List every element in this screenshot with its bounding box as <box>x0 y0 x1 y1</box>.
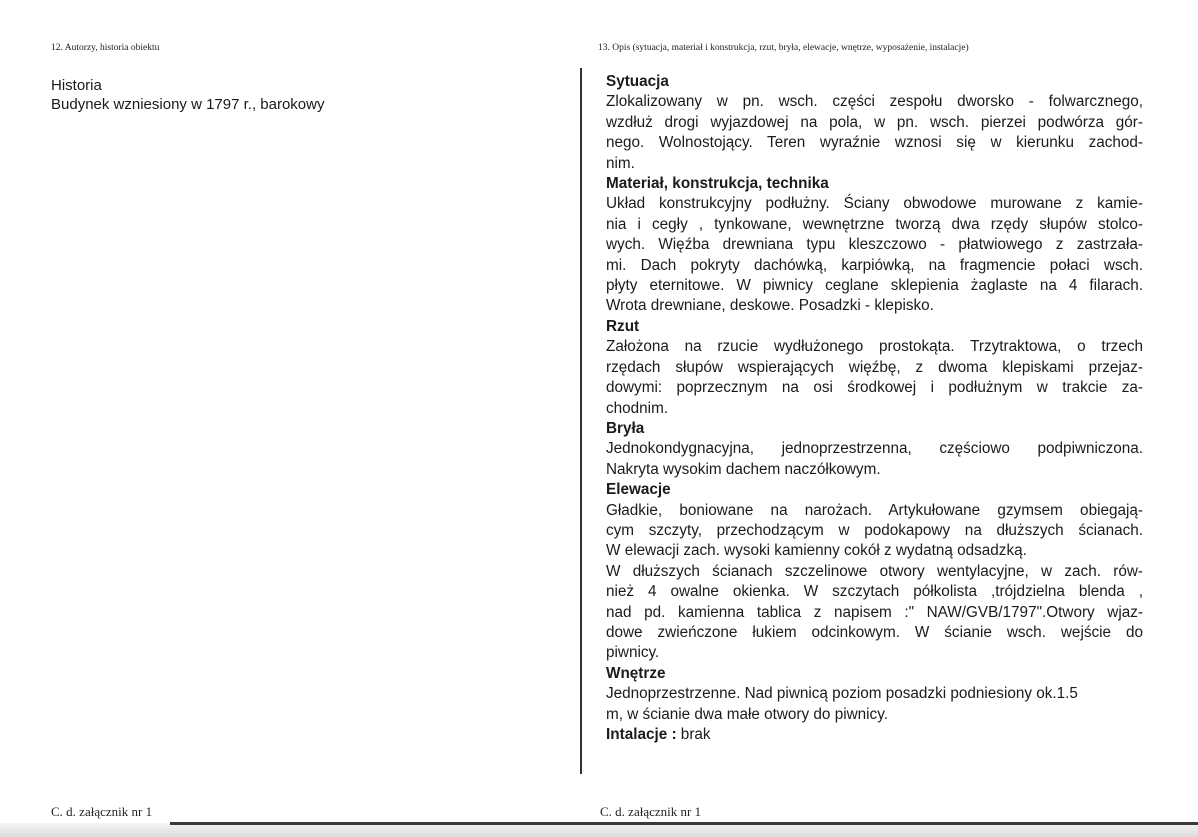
text-line: piwnicy. <box>606 644 660 662</box>
description-block <box>606 72 1143 745</box>
column-divider <box>580 68 582 774</box>
section-heading-bryla: Bryła <box>606 419 645 437</box>
text-line: Wrota drewniane, deskowe. Posadzki - klepisko. <box>606 297 934 315</box>
text-line: Nakryta wysokim dachem naczółkowym. <box>606 460 881 478</box>
section-heading-sytuacja: Sytuacja <box>606 73 669 90</box>
text-line: nież 4 owalne okienka. W szczytach półkolista ,trójdzielna blenda , <box>606 583 1143 601</box>
left-footer: C. d. załącznik nr 1 <box>51 804 153 819</box>
text-line: chodnim. <box>606 399 669 417</box>
text-line: mi. Dach pokryty dachówką, karpiówką, na fragmencie połaci wsch. <box>606 256 1143 274</box>
installations-line <box>606 725 1143 745</box>
text-line: Gładkie, boniowane na narożach. Artykułowane gzymsem obiegają- <box>606 501 1143 519</box>
section-heading-elewacje: Elewacje <box>606 481 671 499</box>
text-line: Jednoprzestrzenne. Nad piwnicą poziom posadzki podniesiony ok.1.5 <box>606 685 1078 703</box>
text-line: W dłuższych ścianach szczelinowe otwory wentylacyjne, w zach. rów- <box>606 562 1143 580</box>
history-block <box>51 77 324 114</box>
text-line: cym szczyty, przechodzącym w podokapowy na dłuższych ścianach. <box>606 521 1143 539</box>
text-line: Jednokondygnacyjna, jednoprzestrzenna, częściowo podpiwniczona. <box>606 440 1143 458</box>
history-text: Budynek wzniesiony w 1797 r., barokowy <box>51 95 325 113</box>
history-title: Historia <box>51 77 102 94</box>
text-line: nad pd. kamienna tablica z napisem :" NAW/GVB/1797".Otwory wjaz- <box>606 603 1143 621</box>
right-footer: C. d. załącznik nr 1 <box>600 804 702 819</box>
section-heading-material: Materiał, konstrukcja, technika <box>606 175 829 193</box>
text-line: dowymi: poprzecznym na osi środkowej i podłużnym w trakcie za- <box>606 379 1143 397</box>
section-heading-rzut: Rzut <box>606 317 640 335</box>
text-line: wych. Więźba drewniana typu kleszczowo - płatwiowego z zastrzała- <box>606 236 1143 254</box>
installations-value: brak <box>676 726 711 743</box>
text-line: nia i cegły , tynkowane, wewnętrzne tworzą dwa rzędy słupów stolco- <box>606 215 1143 233</box>
text-line: Założona na rzucie wydłużonego prostokąta. Trzytraktowa, o trzech <box>606 338 1143 356</box>
left-section-header: 12. Autorzy, historia obiektu <box>51 43 160 53</box>
text-line: wzdłuż drogi wyjazdowej na pola, w pn. wsch. pierzei podwórza gór- <box>606 113 1143 131</box>
installations-label: Intalacje : <box>606 726 677 743</box>
text-line: m, w ścianie dwa małe otwory do piwnicy. <box>606 705 888 723</box>
text-line: nego. Wolnostojący. Teren wyraźnie wznosi się w kierunku zachod- <box>606 134 1143 152</box>
right-section-header: 13. Opis (sytuacja, materiał i konstrukcja, rzut, bryła, elewacje, wnętrze, wyposażenie, instalacje) <box>598 43 969 53</box>
scan-edge-line <box>170 822 1198 825</box>
text-line: Zlokalizowany w pn. wsch. części zespołu dworsko - folwarcznego, <box>606 93 1143 111</box>
text-line: W elewacji zach. wysoki kamienny cokół z wydatną odsadzką. <box>606 542 1027 560</box>
text-line: płyty eternitowe. W piwnicy ceglane sklepienia żaglaste na 4 filarach. <box>606 277 1143 295</box>
text-line: Układ konstrukcyjny podłużny. Ściany obwodowe murowane z kamie- <box>606 195 1143 213</box>
text-line: dowe zwieńczone łukiem odcinkowym. W ścianie wsch. wejście do <box>606 623 1143 641</box>
scan-shadow <box>0 823 1198 837</box>
text-line: nim. <box>606 154 635 172</box>
section-heading-wnetrze: Wnętrze <box>606 664 666 682</box>
text-line: rzędach słupów wspierających więźbę, z dwoma klepiskami przejaz- <box>606 358 1143 376</box>
